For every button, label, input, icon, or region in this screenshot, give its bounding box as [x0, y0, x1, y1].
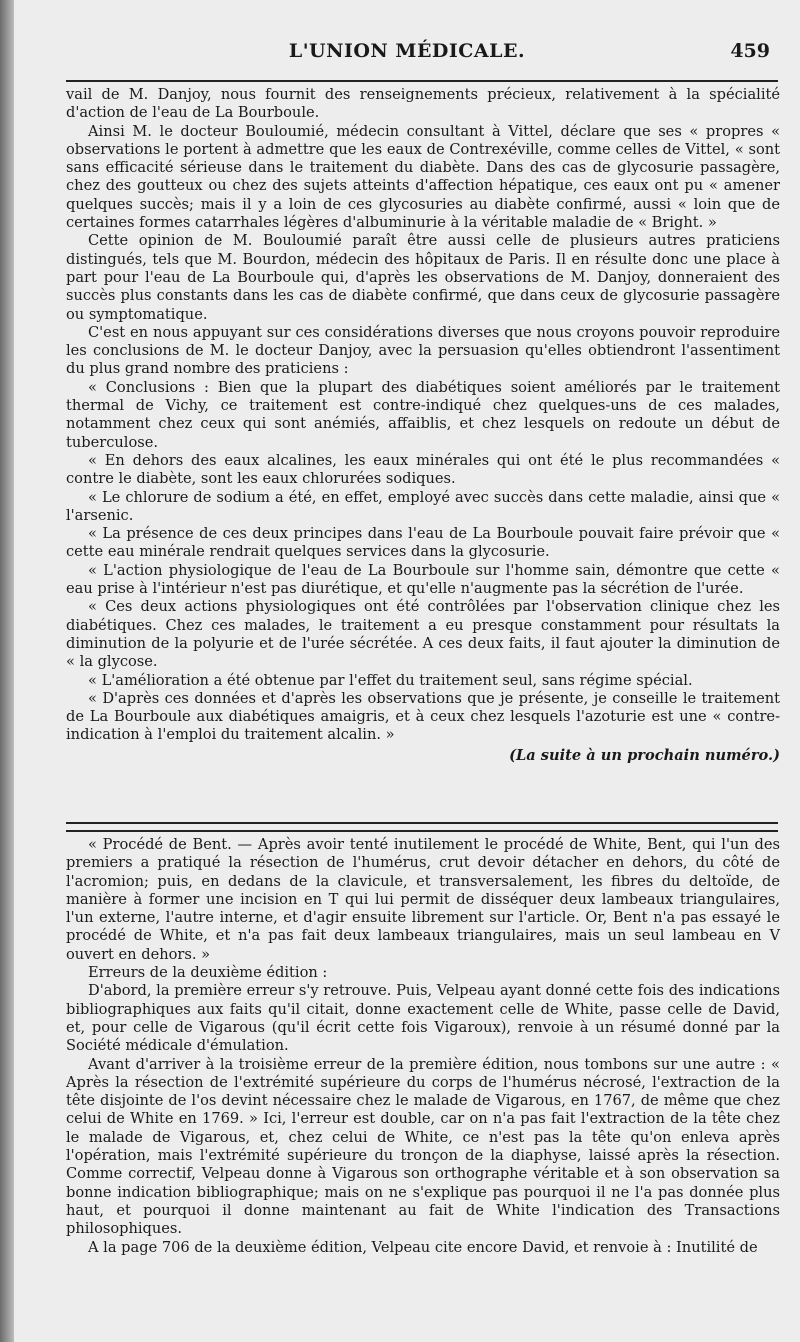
paragraph: Avant d'arriver à la troisième erreur de la première édition, nous tombons sur une autre : « Après la résection de l'extrémité supérieure du corps de l'humérus nécrosé, l'extraction de la tête disjointe de l'os devint nécessaire chez le malade de Vigarous, en 1767, de même que chez celui de White en 1769. » Ici, l'erreur est double, car on n'a pas fait l'extraction de la tête chez le malade de Vigarous, et, chez celui de White, ce n'est pas la tête qu'on enleva après l'opération, mais l'extrémité supérieure du tronçon de la diaphyse, laissé après la résection. Comme correctif, Velpeau donne à Vigarous son orthographe véritable et à son observation sa bonne indication bibliographique; mais on ne s'explique pas pourquoi il ne l'a pas donnée plus haut, et pourquoi il donne maintenant au fait de White l'indication des Transactions philosophiques.	[66, 1055, 780, 1238]
section-double-rule	[66, 822, 778, 832]
paragraph: « Procédé de Bent. — Après avoir tenté inutilement le procédé de White, Bent, qui l'un des premiers a pratiqué la résection de l'humérus, crut devoir détacher en dehors, du côté de l'acromion; puis, en dedans de la clavicule, et transversalement, les fibres du deltoïde, de manière à former une incision en T qui lui permit de disséquer deux lambeaux triangulaires, l'un externe, l'autre interne, et d'agir ensuite librement sur l'article. Or, Bent n'a pas essayé le procédé de White, et n'a pas fait deux lambeaux triangulaires, mais un seul lambeau en V ouvert en dehors. »	[66, 836, 780, 963]
continued-note: (La suite à un prochain numéro.)	[509, 746, 780, 764]
paragraph: « D'après ces données et d'après les observations que je présente, je conseille le traitement de La Bourboule aux diabétiques amaigris, et à ceux chez lesquels l'azoturie est une « contre-indication à l'emploi du traitement alcalin. »	[66, 689, 780, 744]
paragraph: Erreurs de la deuxième édition :	[88, 964, 328, 982]
document-page	[14, 0, 800, 1342]
page-binding-shadow	[0, 0, 14, 1342]
paragraph: C'est en nous appuyant sur ces considérations diverses que nous croyons pouvoir reproduire les conclusions de M. le docteur Danjoy, avec la persuasion qu'elles obtiendront l'assentiment du plus grand nombre des praticiens :	[66, 323, 780, 378]
paragraph: D'abord, la première erreur s'y retrouve. Puis, Velpeau ayant donné cette fois des indications bibliographiques aux faits qu'il citait, donne exactement celle de White, passe celle de David, et, pour celle de Vigarous (qu'il écrit cette fois Vigaroux), renvoie à un résumé donné par la Société médicale d'émulation.	[66, 982, 780, 1055]
paragraph: « Conclusions : Bien que la plupart des diabétiques soient améliorés par le traitement thermal de Vichy, ce traitement est contre-indiqué chez quelques-uns de ces malades, notamment chez ceux qui sont anémiés, affaiblis, et chez lesquels on redoute un début de tuberculose.	[66, 378, 780, 451]
paragraph: « En dehors des eaux alcalines, les eaux minérales qui ont été le plus recommandées « contre le diabète, sont les eaux chlorurées sodiques.	[66, 451, 780, 488]
paragraph: « Le chlorure de sodium a été, en effet, employé avec succès dans cette maladie, ainsi que « l'arsenic.	[66, 488, 780, 524]
journal-title: L'UNION MÉDICALE.	[288, 40, 526, 62]
paragraph: vail de M. Danjoy, nous fournit des renseignements précieux, relativement à la spécialité d'action de l'eau de La Bourboule.	[66, 86, 780, 122]
paragraph: « L'action physiologique de l'eau de La Bourboule sur l'homme sain, démontre que cette « eau prise à l'intérieur n'est pas diurétique, et qu'elle n'augmente pas la sécrétion de l'urée.	[66, 561, 780, 598]
paragraph: A la page 706 de la deuxième édition, Velpeau cite encore David, et renvoie à : Inutilité de	[88, 1238, 758, 1256]
article-section	[66, 836, 780, 1257]
paragraph: « L'amélioration a été obtenue par l'effet du traitement seul, sans régime spécial.	[88, 671, 693, 689]
running-header	[14, 40, 800, 76]
page-number: 459	[730, 40, 770, 62]
paragraph: Ainsi M. le docteur Bouloumié, médecin consultant à Vittel, déclare que ses « propres « observations le portent à admettre que les eaux de Contrexéville, comme celles de Vittel, « sont sans efficacité sérieuse dans le traitement du diabète. Dans des cas de glycosurie passagère, chez des goutteux ou chez des sujets atteints d'affection hépatique, ces eaux ont pu « amener quelques succès; mais il y a loin de ces glycosuries au diabète confirmé, aussi « loin que de certaines formes catarrhales légères d'albuminurie à la véritable maladie de « Bright. »	[66, 122, 780, 232]
paragraph: « Ces deux actions physiologiques ont été contrôlées par l'observation clinique chez les diabétiques. Chez ces malades, le traitement a eu presque constamment pour résultats la diminution de la polyurie et de l'urée sécrétée. A ces deux faits, il faut ajouter la diminution de « la glycose.	[66, 598, 780, 671]
paragraph: Cette opinion de M. Bouloumié paraît être aussi celle de plusieurs autres praticiens distingués, tels que M. Bourdon, médecin des hôpitaux de Paris. Il en résulte donc une place à part pour l'eau de La Bourboule qui, d'après les observations de M. Danjoy, donneraient des succès plus constants dans les cas de diabète confirmé, que dans ceux de glycosurie passagère ou symptomatique.	[66, 232, 780, 323]
header-rule	[66, 80, 778, 82]
paragraph: « La présence de ces deux principes dans l'eau de La Bourboule pouvait faire prévoir que « cette eau minérale rendrait quelques services dans la glycosurie.	[66, 525, 780, 561]
article-continuation	[66, 86, 780, 765]
